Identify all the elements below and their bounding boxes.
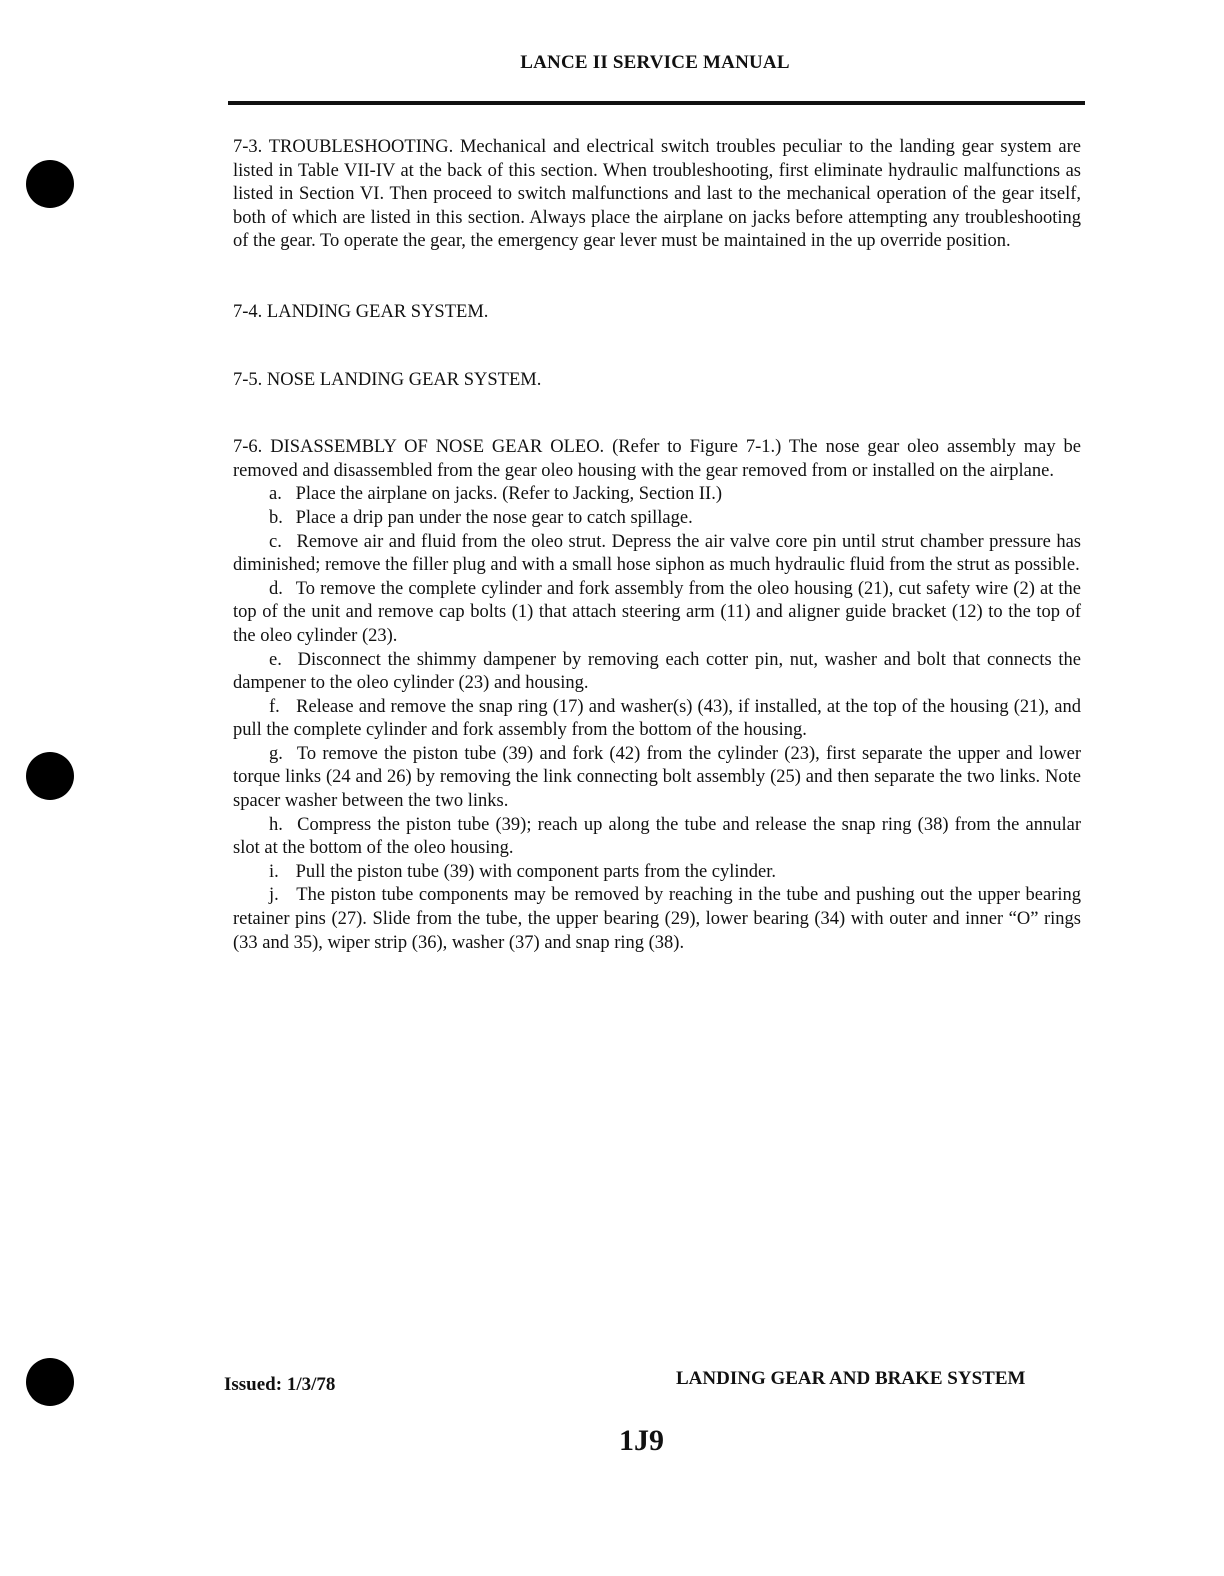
step-b	[233, 507, 1081, 531]
step-letter: g.	[269, 743, 283, 764]
step-text: Compress the piston tube (39); reach up along the tube and release the snap ring (38) from the annular slot at the bottom of the oleo housing.	[233, 814, 1082, 859]
page-number: 1J9	[619, 1424, 664, 1457]
step-text: Place the airplane on jacks. (Refer to Jacking, Section II.)	[295, 484, 722, 505]
section-7-4-heading: 7-4. LANDING GEAR SYSTEM.	[233, 301, 489, 322]
section-7-6-intro: 7-6. DISASSEMBLY OF NOSE GEAR OLEO. (Refer to Figure 7-1.) The nose gear oleo assembly may be removed and disassembled from the gear oleo housing with the gear removed from or installed on the airplane.	[233, 437, 1081, 481]
disassembly-steps	[233, 483, 1081, 955]
step-letter: e.	[269, 649, 282, 670]
binder-hole-bottom	[26, 1358, 74, 1406]
step-text: The piston tube components may be removed by reaching in the tube and pushing out the upper bearing retainer pins (27). Slide from the tube, the upper bearing (29), lower bearing (34) with outer and inner “O” rings (33 and 35), wiper strip (36), washer (37) and snap ring (38).	[233, 885, 1081, 953]
step-text: Pull the piston tube (39) with component parts from the cylinder.	[295, 861, 777, 882]
step-j	[233, 884, 1081, 955]
step-letter: h.	[269, 814, 283, 835]
chapter-title: LANDING GEAR AND BRAKE SYSTEM	[676, 1368, 1026, 1389]
step-letter: j.	[269, 885, 279, 906]
section-7-3-troubleshooting: 7-3. TROUBLESHOOTING. Mechanical and electrical switch troubles peculiar to the landing gear system are listed in Table VII-IV at the back of this section. When troubleshooting, first eliminate hydraulic malfunctions as listed in Section VI. Then proceed to switch malfunctions and last to the mechanical operation of the gear itself, both of which are listed in this section. Always place the airplane on jacks before attempting any troubleshooting of the gear. To operate the gear, the emergency gear lever must be maintained in the up override position.	[233, 137, 1081, 252]
step-text: Place a drip pan under the nose gear to catch spillage.	[295, 507, 693, 528]
step-letter: i.	[269, 861, 279, 882]
step-letter: d.	[269, 578, 283, 599]
step-g	[233, 743, 1081, 814]
step-d	[233, 578, 1081, 649]
step-text: Release and remove the snap ring (17) and washer(s) (43), if installed, at the top of the housing (21), and pull the complete cylinder and fork assembly from the bottom of the housing.	[233, 696, 1081, 741]
spacer	[233, 254, 1081, 301]
section-7-5-heading: 7-5. NOSE LANDING GEAR SYSTEM.	[233, 369, 542, 390]
step-f	[233, 696, 1081, 743]
step-text: To remove the piston tube (39) and fork (42) from the cylinder (23), first separate the upper and lower torque links (24 and 26) by removing the link connecting bolt assembly (25) and then separate the two links. Note spacer washer between the two links.	[233, 743, 1081, 812]
step-letter: c.	[269, 531, 282, 552]
issued-date: Issued: 1/3/78	[224, 1374, 336, 1395]
step-letter: b.	[269, 507, 283, 528]
step-a	[233, 483, 1081, 507]
spacer	[233, 325, 1081, 369]
step-i	[233, 861, 1081, 885]
manual-title: LANCE II SERVICE MANUAL	[520, 52, 790, 73]
page-body	[233, 136, 1081, 955]
step-text: To remove the complete cylinder and fork assembly from the oleo housing (21), cut safety wire (2) at the top of the unit and remove cap bolts (1) that attach steering arm (11) and aligner guide bracket (12) to the top of the oleo cylinder (23).	[233, 578, 1081, 646]
step-text: Remove air and fluid from the oleo strut. Depress the air valve core pin until strut chamber pressure has diminished; remove the filler plug and with a small hose siphon as much hydraulic fluid from the strut as possible.	[233, 531, 1082, 576]
step-e	[233, 649, 1081, 696]
step-c	[233, 531, 1081, 578]
step-text: Disconnect the shimmy dampener by removing each cotter pin, nut, washer and bolt that connects the dampener to the oleo cylinder (23) and housing.	[233, 649, 1081, 694]
step-h	[233, 814, 1081, 861]
spacer	[233, 392, 1081, 436]
binder-hole-top	[26, 160, 74, 208]
binder-hole-middle	[26, 752, 74, 800]
header-rule	[228, 101, 1085, 105]
step-letter: a.	[269, 484, 282, 505]
step-letter: f.	[269, 696, 280, 717]
